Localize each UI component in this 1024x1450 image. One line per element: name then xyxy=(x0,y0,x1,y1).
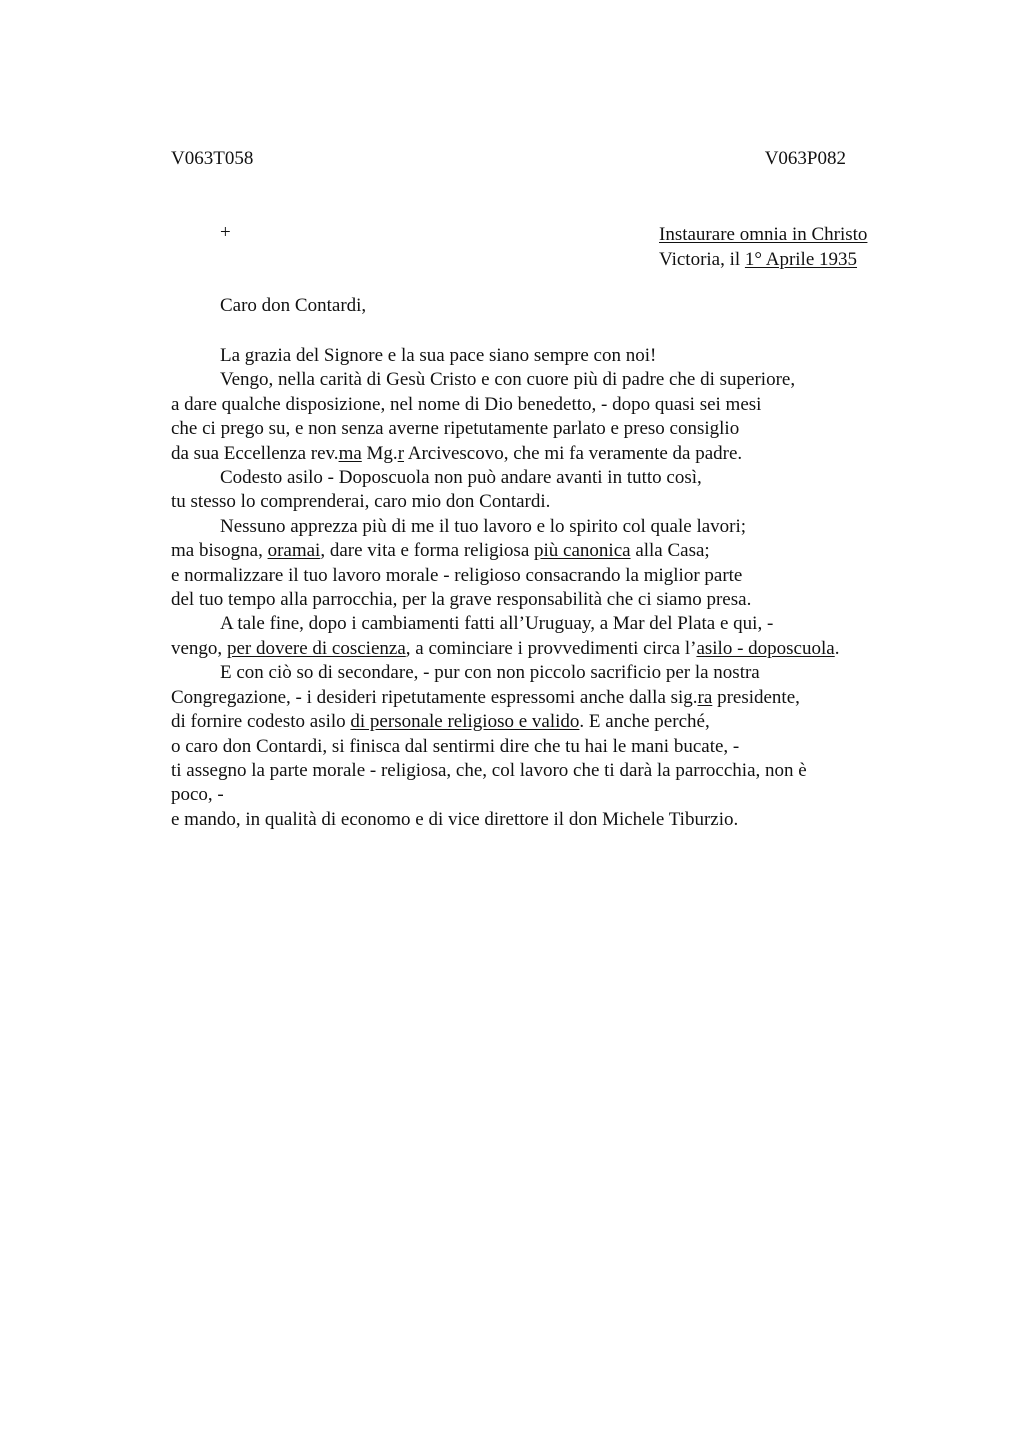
letter-date: 1° Aprile 1935 xyxy=(744,249,858,270)
letter-line: e normalizzare il tuo lavoro morale - religioso consacrando la miglior parte xyxy=(171,564,743,586)
text-segment: , dare vita e forma religiosa xyxy=(320,540,535,562)
letter-line: a dare qualche disposizione, nel nome di Dio benedetto, - dopo quasi sei mesi xyxy=(171,393,762,415)
letter-line: Vengo, nella carità di Gesù Cristo e con cuore più di padre che di superiore, xyxy=(220,369,796,391)
text-segment: Congregazione, - i desideri ripetutamente espressomi anche dalla sig. xyxy=(171,686,698,708)
letter-line xyxy=(171,686,911,710)
letter-line: o caro don Contardi, si finisca dal sentirmi dire che tu hai le mani bucate, - xyxy=(171,735,740,757)
letter-line: Codesto asilo - Doposcuola non può andare avanti in tutto così, xyxy=(220,467,702,489)
text-segment: . xyxy=(834,637,840,659)
letter-line: Nessuno apprezza più di me il tuo lavoro e lo spirito col quale lavori; xyxy=(220,515,747,537)
underlined-abbreviation: r xyxy=(397,442,405,464)
text-segment: vengo, xyxy=(171,637,227,659)
letter-line: poco, - xyxy=(171,784,224,806)
letter-line xyxy=(171,539,911,563)
underlined-text: più canonica xyxy=(534,540,631,562)
letter-line: ti assegno la parte morale - religiosa, che, col lavoro che ti darà la parrocchia, non è xyxy=(171,759,807,781)
letter-line xyxy=(171,637,911,661)
letter-line: e mando, in qualità di economo e di vice direttore il don Michele Tiburzio. xyxy=(171,808,739,830)
salutation: Caro don Contardi, xyxy=(220,295,367,316)
letter-line xyxy=(171,442,911,466)
text-segment: , a cominciare i provvedimenti circa l’ xyxy=(405,637,697,659)
text-segment: Mg. xyxy=(361,442,398,464)
text-segment: alla Casa; xyxy=(630,540,710,562)
text-segment: di fornire codesto asilo xyxy=(171,711,351,733)
place-date-line xyxy=(659,247,867,272)
letter-line: del tuo tempo alla parrocchia, per la grave responsabilità che ci siamo presa. xyxy=(171,589,752,611)
letter-line: tu stesso lo comprenderai, caro mio don Contardi. xyxy=(171,491,551,513)
place-prefix: Victoria, il xyxy=(659,249,745,270)
text-segment: Arcivescovo, che mi fa veramente da padre. xyxy=(404,442,743,464)
letter-line xyxy=(171,710,911,734)
letter-line: La grazia del Signore e la sua pace siano sempre con noi! xyxy=(220,345,657,366)
text-segment: presidente, xyxy=(712,686,800,708)
letter-body xyxy=(171,344,911,832)
document-codes xyxy=(171,148,846,172)
motto-line: Instaurare omnia in Christo xyxy=(659,224,868,245)
underlined-text: oramai xyxy=(267,540,321,562)
underlined-abbreviation: ma xyxy=(338,442,362,464)
letter-line: E con ciò so di secondare, - pur con non piccolo sacrificio per la nostra xyxy=(220,662,760,684)
text-segment: da sua Eccellenza rev. xyxy=(171,442,339,464)
text-segment: . E anche perché, xyxy=(579,711,710,733)
underlined-text: asilo - doposcuola xyxy=(696,637,835,659)
cross-symbol: + xyxy=(220,222,231,243)
letter-line: A tale fine, dopo i cambiamenti fatti all’Uruguay, a Mar del Plata e qui, - xyxy=(220,613,774,635)
motto-block xyxy=(659,222,867,272)
underlined-abbreviation: ra xyxy=(697,686,713,708)
text-segment: ma bisogna, xyxy=(171,540,268,562)
document-code-right: V063P082 xyxy=(764,148,846,169)
underlined-text: di personale religioso e valido xyxy=(350,711,580,733)
underlined-text: per dovere di coscienza xyxy=(226,637,406,659)
letter-line: che ci prego su, e non senza averne ripetutamente parlato e preso consiglio xyxy=(171,418,740,440)
document-code-left: V063T058 xyxy=(171,148,254,169)
